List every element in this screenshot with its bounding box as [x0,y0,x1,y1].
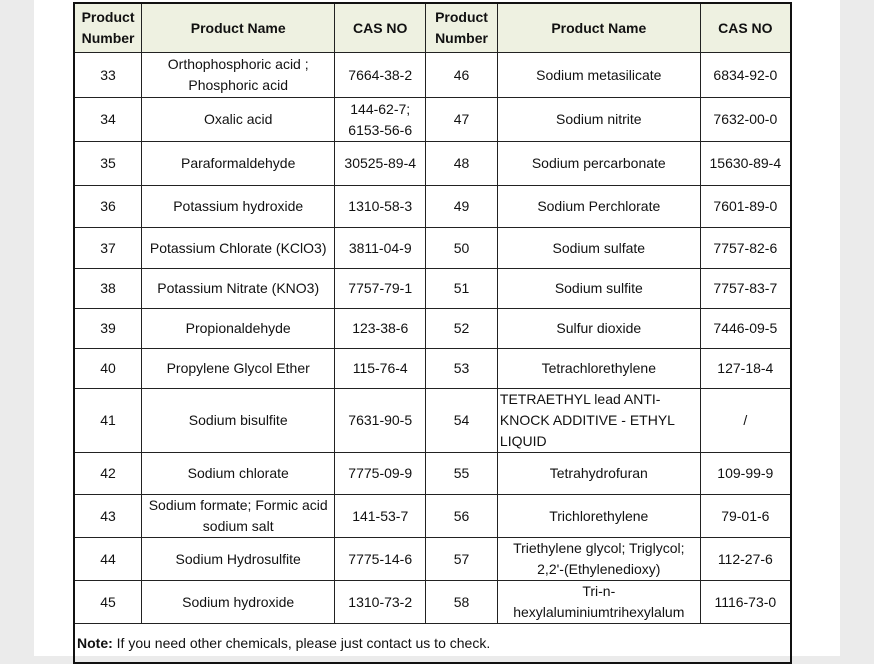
note-text: If you need other chemicals, please just contact us to check. [112,634,491,651]
cas-no-cell: 7775-09-9 [335,453,426,495]
product-number-cell: 58 [426,581,498,624]
product-number-cell: 47 [426,98,498,142]
product-number-cell: 37 [74,228,142,269]
product-number-cell: 48 [426,142,498,186]
table-row [74,269,791,309]
cas-no-cell: 1310-58-3 [335,186,426,228]
cas-no-cell: 115-76-4 [335,349,426,389]
product-number-cell: 50 [426,228,498,269]
cas-no-cell: 7757-82-6 [700,228,791,269]
product-name-cell: Sodium chlorate [142,453,335,495]
product-number-cell: 44 [74,538,142,581]
note-cell [74,624,791,664]
cas-no-cell: 7775-14-6 [335,538,426,581]
table-row [74,98,791,142]
product-number-cell: 46 [426,53,498,98]
product-name-cell: Paraformaldehyde [142,142,335,186]
product-name-cell: Potassium Nitrate (KNO3) [142,269,335,309]
product-name-cell: Sodium formate; Formic acid sodium salt [142,495,335,538]
cas-no-cell: 15630-89-4 [700,142,791,186]
header-product-name: Product Name [497,3,700,53]
header-product-number: Product Number [74,3,142,53]
table-row [74,186,791,228]
product-number-cell: 57 [426,538,498,581]
table-row [74,142,791,186]
product-number-cell: 55 [426,453,498,495]
product-number-cell: 49 [426,186,498,228]
cas-no-cell: 109-99-9 [700,453,791,495]
product-number-cell: 35 [74,142,142,186]
table-header-row [74,3,791,53]
cas-no-cell: 144-62-7; 6153-56-6 [335,98,426,142]
product-name-cell: Sodium metasilicate [497,53,700,98]
product-name-cell: Sodium Hydrosulfite [142,538,335,581]
table-row [74,53,791,98]
note-label: Note: [77,634,113,651]
table-row [74,538,791,581]
table-row [74,309,791,349]
product-number-cell: 51 [426,269,498,309]
cas-no-cell: 3811-04-9 [335,228,426,269]
cas-no-cell: 7446-09-5 [700,309,791,349]
cas-no-cell: 1116-73-0 [700,581,791,624]
product-name-cell: Sodium bisulfite [142,389,335,453]
product-number-cell: 45 [74,581,142,624]
product-name-cell: Tetrachlorethylene [497,349,700,389]
table-row [74,581,791,624]
product-number-cell: 33 [74,53,142,98]
product-name-cell: Sodium Perchlorate [497,186,700,228]
cas-no-cell: 79-01-6 [700,495,791,538]
product-name-cell: Trichlorethylene [497,495,700,538]
cas-no-cell: 127-18-4 [700,349,791,389]
chemical-products-table [73,2,792,664]
product-name-cell: Potassium Chlorate (KClO3) [142,228,335,269]
product-name-cell: Tetrahydrofuran [497,453,700,495]
table-row [74,228,791,269]
product-name-cell: Sodium hydroxide [142,581,335,624]
product-name-cell: Tri-n-hexylaluminiumtrihexylalum [497,581,700,624]
product-number-cell: 41 [74,389,142,453]
cas-no-cell: 7664-38-2 [335,53,426,98]
note-row [74,624,791,664]
product-name-cell: Propionaldehyde [142,309,335,349]
product-name-cell: Triethylene glycol; Triglycol; 2,2'-(Ethylenedioxy) [497,538,700,581]
product-number-cell: 36 [74,186,142,228]
cas-no-cell: / [700,389,791,453]
product-name-cell: Oxalic acid [142,98,335,142]
product-name-cell: Sodium sulfite [497,269,700,309]
header-cas-no: CAS NO [335,3,426,53]
product-number-cell: 54 [426,389,498,453]
product-number-cell: 52 [426,309,498,349]
table-row [74,349,791,389]
product-name-cell: Orthophosphoric acid ; Phosphoric acid [142,53,335,98]
product-number-cell: 34 [74,98,142,142]
product-number-cell: 43 [74,495,142,538]
cas-no-cell: 7601-89-0 [700,186,791,228]
product-name-cell: Propylene Glycol Ether [142,349,335,389]
cas-no-cell: 7757-83-7 [700,269,791,309]
product-number-cell: 38 [74,269,142,309]
product-name-cell: Potassium hydroxide [142,186,335,228]
product-number-cell: 39 [74,309,142,349]
cas-no-cell: 123-38-6 [335,309,426,349]
cas-no-cell: 112-27-6 [700,538,791,581]
cas-no-cell: 6834-92-0 [700,53,791,98]
product-number-cell: 53 [426,349,498,389]
header-product-name: Product Name [142,3,335,53]
header-cas-no: CAS NO [700,3,791,53]
cas-no-cell: 7631-90-5 [335,389,426,453]
product-number-cell: 40 [74,349,142,389]
cas-no-cell: 30525-89-4 [335,142,426,186]
cas-no-cell: 141-53-7 [335,495,426,538]
product-name-cell: Sodium sulfate [497,228,700,269]
product-name-cell: Sodium nitrite [497,98,700,142]
product-name-cell: Sulfur dioxide [497,309,700,349]
table-row [74,453,791,495]
product-name-cell: TETRAETHYL lead ANTI-KNOCK ADDITIVE - ETHYL LIQUID [497,389,700,453]
cas-no-cell: 7757-79-1 [335,269,426,309]
product-number-cell: 42 [74,453,142,495]
product-name-cell: Sodium percarbonate [497,142,700,186]
table-row [74,389,791,453]
header-product-number: Product Number [426,3,498,53]
cas-no-cell: 7632-00-0 [700,98,791,142]
table-row [74,495,791,538]
product-number-cell: 56 [426,495,498,538]
cas-no-cell: 1310-73-2 [335,581,426,624]
